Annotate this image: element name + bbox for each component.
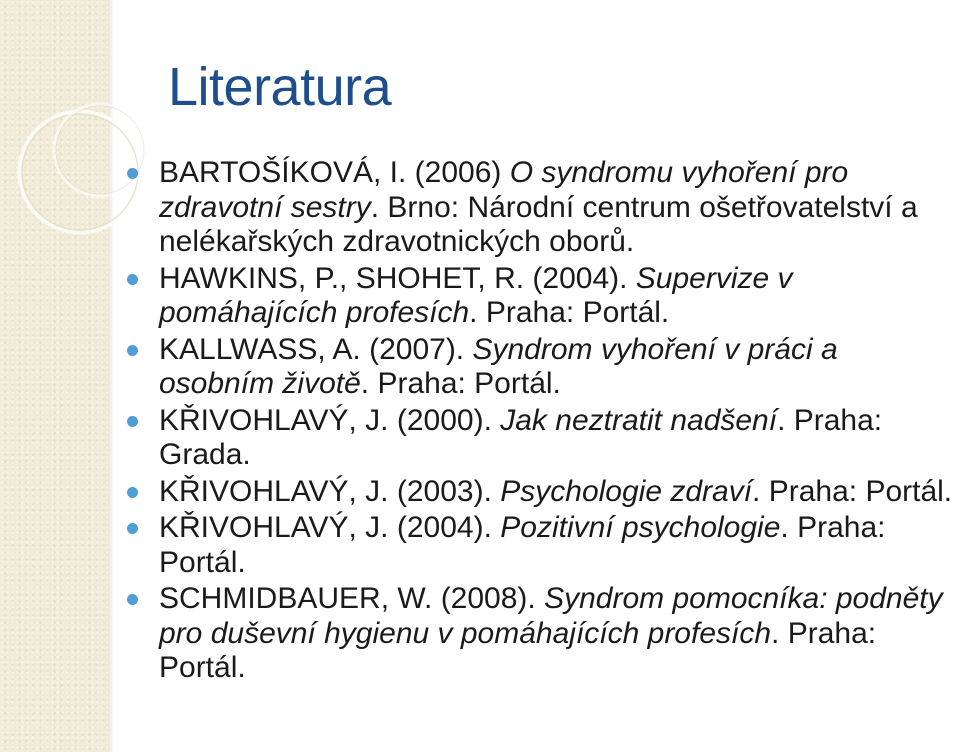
bullet-icon xyxy=(127,274,138,285)
reference-item xyxy=(127,156,957,260)
reference-list xyxy=(127,156,957,688)
reference-author: SCHMIDBAUER, W. (2008). xyxy=(159,582,545,615)
reference-author: KŘIVOHLAVÝ, J. (2000). xyxy=(159,403,501,437)
reference-title: O syndromu vyhoření pro zdravotní sestry xyxy=(159,156,849,224)
reference-item xyxy=(127,404,957,473)
reference-title: Syndrom pomocníka: podněty pro duševní hygienu v pomáhajících profesích xyxy=(159,582,943,650)
reference-publisher: . Praha: Portál. xyxy=(752,474,953,508)
bullet-icon xyxy=(127,345,138,356)
reference-author: KALLWASS, A. (2007). xyxy=(159,332,473,366)
reference-publisher: . Praha: Grada. xyxy=(159,403,883,471)
reference-title: Jak neztratit nadšení xyxy=(500,403,778,437)
reference-author: BARTOŠÍKOVÁ, I. (2006) xyxy=(159,156,510,189)
bullet-icon xyxy=(127,416,138,427)
reference-publisher: . Brno: Národní centrum ošetřovatelství a nelékařských zdravotnických oborů. xyxy=(159,190,918,258)
reference-item xyxy=(127,262,957,331)
reference-title: Supervize v pomáhajících profesích xyxy=(159,261,793,329)
reference-publisher: . Praha: Portál. xyxy=(360,367,561,400)
reference-title: Pozitivní psychologie xyxy=(500,511,781,544)
reference-publisher: . Praha: Portál. xyxy=(469,296,670,329)
slide-title: Literatura xyxy=(168,57,392,117)
bullet-icon xyxy=(127,523,138,534)
reference-publisher: . Praha: Portál. xyxy=(159,511,886,579)
bullet-icon xyxy=(127,168,138,179)
reference-item xyxy=(127,511,957,580)
reference-author: KŘIVOHLAVÝ, J. (2003). xyxy=(159,474,501,508)
reference-title: Psychologie zdraví xyxy=(500,474,753,508)
reference-title: Syndrom vyhoření v práci a osobním životě xyxy=(159,332,838,400)
reference-item xyxy=(127,333,957,402)
reference-author: HAWKINS, P., SHOHET, R. (2004). xyxy=(159,261,636,295)
bullet-icon xyxy=(127,487,138,498)
reference-item xyxy=(127,475,957,510)
bullet-icon xyxy=(127,594,138,605)
reference-author: KŘIVOHLAVÝ, J. (2004). xyxy=(159,511,501,544)
reference-publisher: . Praha: Portál. xyxy=(159,616,877,684)
reference-item xyxy=(127,582,957,686)
